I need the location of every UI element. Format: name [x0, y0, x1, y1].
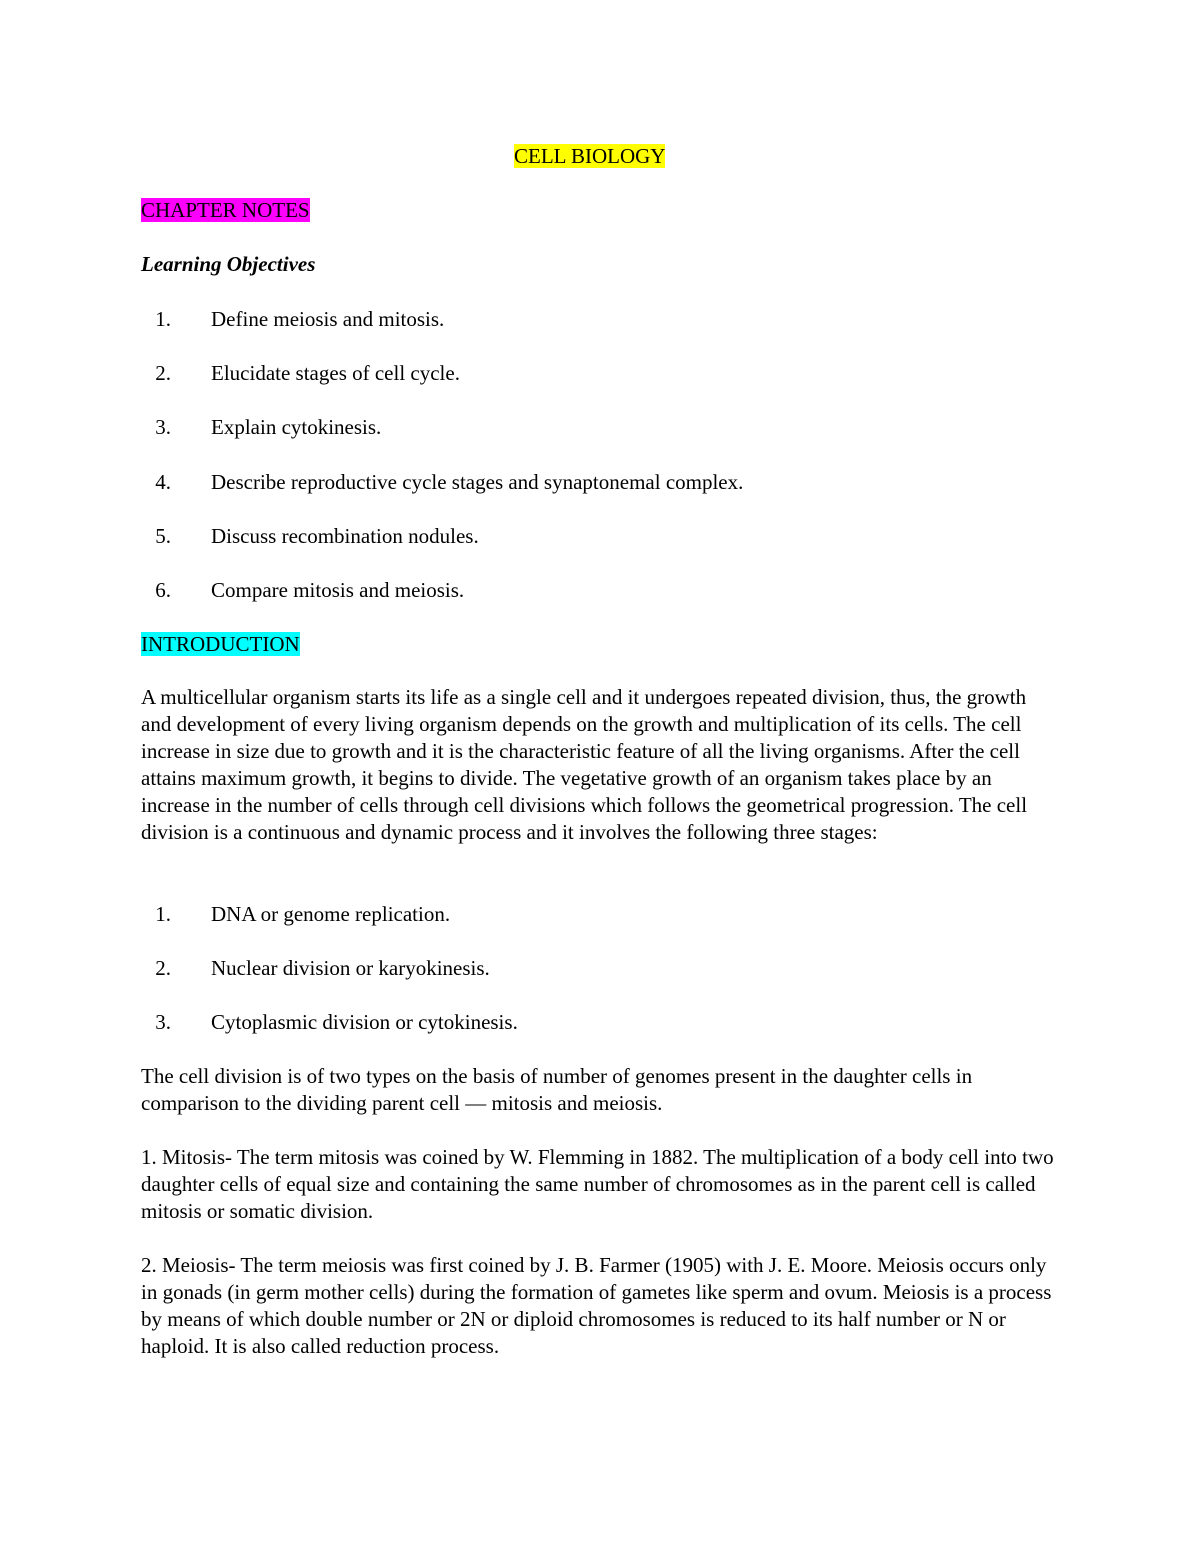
meiosis-paragraph: 2. Meiosis- The term meiosis was first coined by J. B. Farmer (1905) with J. E. Moore. Meiosis occurs only in gonads (in germ mother cells) during the formation of gametes like sperm and ovum. Meiosis is a process by means of which double number or 2N or diploid chromosomes is reduced to its half number or N or haploid. It is also called reduction process.: [141, 1253, 1052, 1358]
mitosis-paragraph: 1. Mitosis- The term mitosis was coined by W. Flemming in 1882. The multiplication of a body cell into two daughter cells of equal size and containing the same number of chromosomes as in the parent cell is called mitosis or somatic division.: [141, 1145, 1054, 1223]
stages-item-number: 3.: [155, 1010, 171, 1034]
stages-item-text: DNA or genome replication.: [211, 902, 451, 926]
stages-item-number: 1.: [155, 902, 171, 926]
intro-heading-text: INTRODUCTION: [141, 632, 300, 656]
intro-heading: [141, 631, 300, 658]
objectives-item-number: 4.: [155, 470, 171, 494]
stages-item-text: Nuclear division or karyokinesis.: [211, 956, 490, 980]
objectives-item-number: 5.: [155, 524, 171, 548]
types-paragraph: The cell division is of two types on the basis of number of genomes present in the daughter cells in comparison to the dividing parent cell — mitosis and meiosis.: [141, 1064, 973, 1115]
stages-item-text: Cytoplasmic division or cytokinesis.: [211, 1010, 518, 1034]
stages-item-number: 2.: [155, 956, 171, 980]
document-title-text: CELL BIOLOGY: [514, 144, 666, 168]
intro-paragraph: A multicellular organism starts its life as a single cell and it undergoes repeated division, thus, the growth and development of every living organism depends on the growth and multiplication of its cells. The cell increase in size due to growth and it is the characteristic feature of all the living organisms. After the cell attains maximum growth, it begins to divide. The vegetative growth of an organism takes place by an increase in the number of cells through cell divisions which follows the geometrical progression. The cell division is a continuous and dynamic process and it involves the following three stages:: [141, 685, 1028, 844]
objectives-item-text: Describe reproductive cycle stages and synaptonemal complex.: [211, 470, 744, 494]
objectives-heading: Learning Objectives: [141, 252, 316, 276]
objectives-item-number: 1.: [155, 307, 171, 331]
objectives-item-text: Elucidate stages of cell cycle.: [211, 361, 460, 385]
section-label-text: CHAPTER NOTES: [141, 198, 310, 222]
objectives-item-text: Discuss recombination nodules.: [211, 524, 479, 548]
objectives-item-number: 3.: [155, 415, 171, 439]
objectives-item-text: Define meiosis and mitosis.: [211, 307, 445, 331]
section-label: [141, 197, 310, 224]
objectives-item-number: 2.: [155, 361, 171, 385]
objectives-item-text: Explain cytokinesis.: [211, 415, 382, 439]
document-title: [514, 143, 665, 170]
objectives-item-text: Compare mitosis and meiosis.: [211, 578, 465, 602]
objectives-item-number: 6.: [155, 578, 171, 602]
